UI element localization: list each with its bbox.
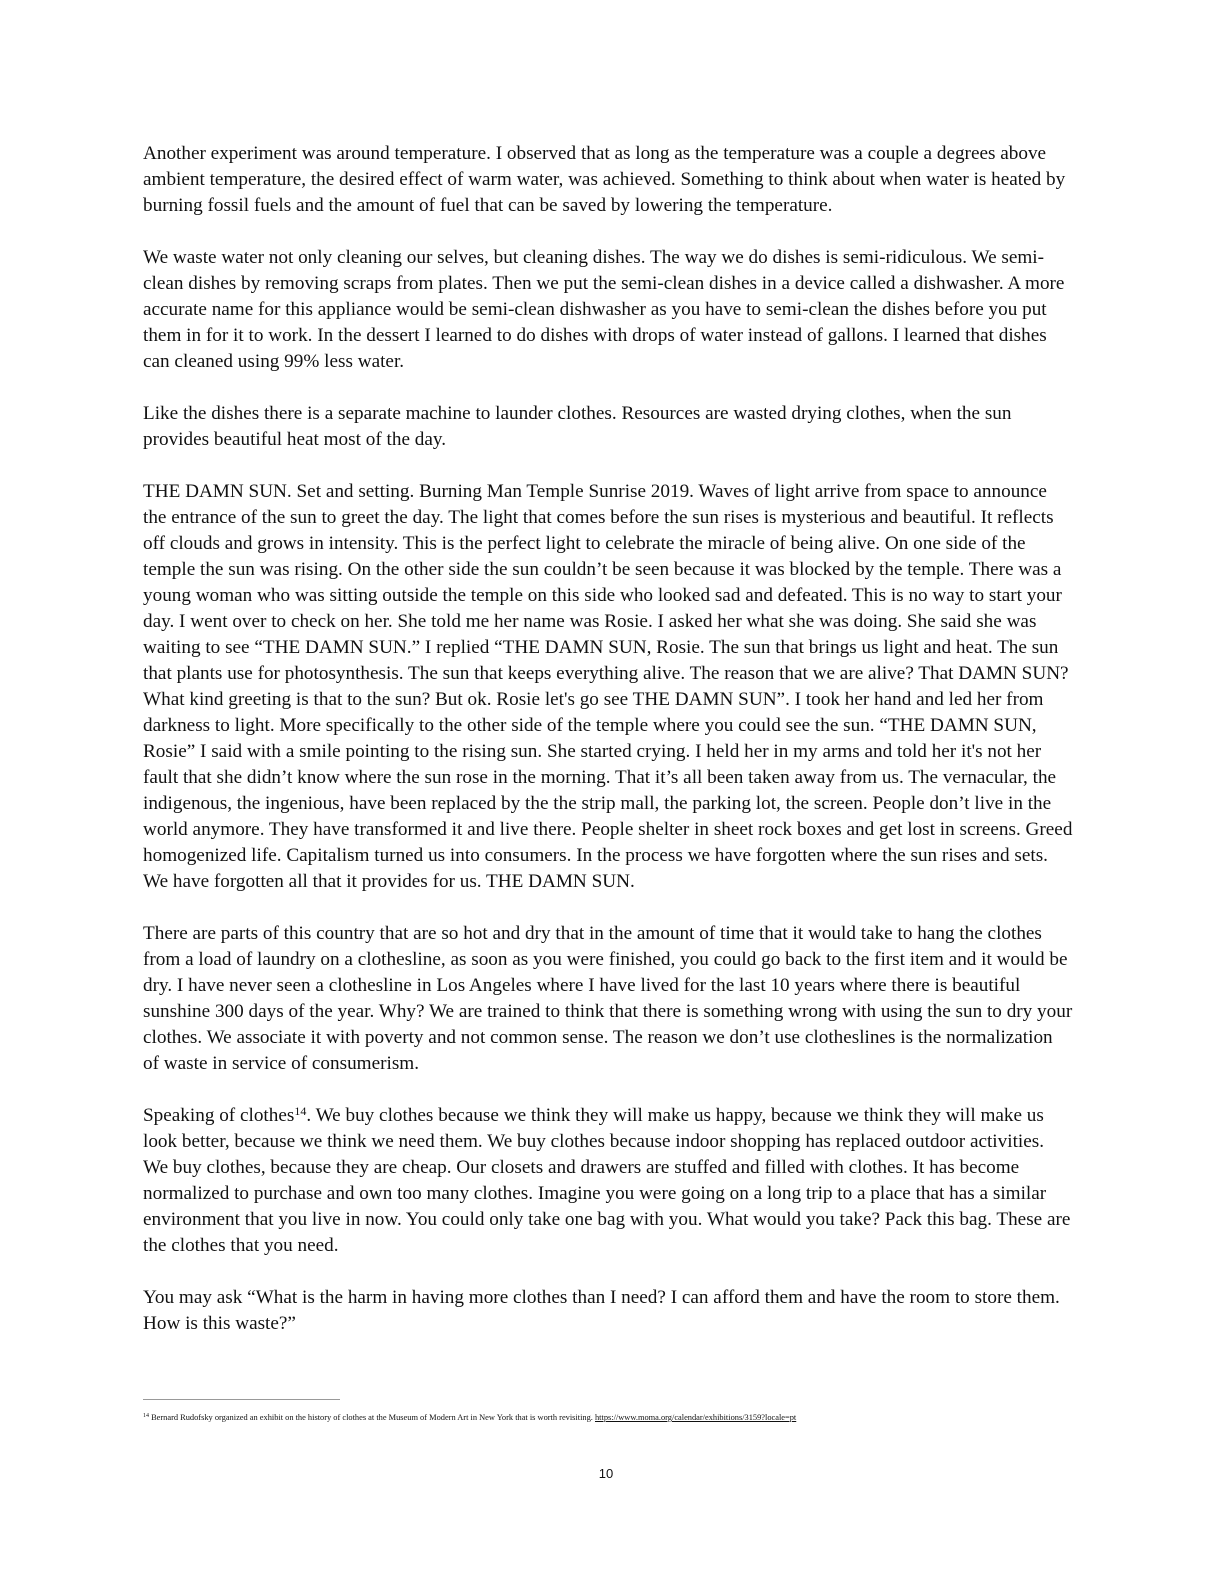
paragraph-damn-sun: THE DAMN SUN. Set and setting. Burning Man Temple Sunrise 2019. Waves of light arrive from space to announce the entrance of the sun to greet the day. The light that comes before the sun rises is mysterious and beautiful. It reflects off clouds and grows in intensity. This is the perfect light to celebrate the miracle of being alive. On one side of the temple the sun was rising. On the other side the sun couldn’t be seen because it was blocked by the temple. There was a young woman who was sitting outside the temple on this side who looked sad and defeated. This is no way to start your day. I went over to check on her. She told me her name was Rosie. I asked her what she was doing. She said she was waiting to see “THE DAMN SUN.” I replied “THE DAMN SUN, Rosie. The sun that brings us light and heat. The sun that plants use for photosynthesis. The sun that keeps everything alive. The reason that we are alive? That DAMN SUN? What kind greeting is that to the sun? But ok. Rosie let's go see THE DAMN SUN”. I took her hand and led her from darkness to light. More specifically to the other side of the temple where you could see the sun. “THE DAMN SUN, Rosie” I said with a smile pointing to the rising sun. She started crying. I held her in my arms and told her it's not her fault that she didn’t know where the sun rose in the morning. That it’s all been taken away from us. The vernacular, the indigenous, the ingenious, have been replaced by the the strip mall, the parking lot, the screen. People don’t live in the world anymore. They have transformed it and live there. People shelter in sheet rock boxes and get lost in screens. Greed homogenized life. Capitalism turned us into consumers. In the process we have forgotten where the sun rises and sets. We have forgotten all that it provides for us. THE DAMN SUN. [143, 481, 1073, 892]
paragraph-laundry: Like the dishes there is a separate machine to launder clothes. Resources are wasted drying clothes, when the sun provides beautiful heat most of the day. [143, 403, 1012, 450]
footnote-number: 14 [143, 1413, 149, 1419]
paragraph-harm-question: You may ask “What is the harm in having more clothes than I need? I can afford them and have the room to store them. How is this waste?” [143, 1287, 1060, 1334]
footnote-divider [143, 1399, 340, 1400]
paragraph-dishes: We waste water not only cleaning our selves, but cleaning dishes. The way we do dishes is semi-ridiculous. We semi-clean dishes by removing scraps from plates. Then we put the semi-clean dishes in a device called a dishwasher. A more accurate name for this appliance would be semi-clean dishwasher as you have to semi-clean the dishes before you put them in for it to work. In the dessert I learned to do dishes with drops of water instead of gallons. I learned that dishes can cleaned using 99% less water. [143, 247, 1065, 372]
paragraph-temperature: Another experiment was around temperature. I observed that as long as the temperature was a couple a degrees above ambient temperature, the desired effect of warm water, was achieved. Something to think about when water is heated by burning fossil fuels and the amount of fuel that can be saved by lowering the temperature. [143, 143, 1066, 216]
paragraph-clothes-lead: Speaking of clothes [143, 1105, 295, 1126]
footnote-text: Bernard Rudofsky organized an exhibit on the history of clothes at the Museum of Modern Art in New York that is worth revisiting. [149, 1413, 595, 1422]
footnote-reference[interactable]: 14 [294, 1104, 307, 1118]
paragraph-clothesline: There are parts of this country that are so hot and dry that in the amount of time that it would take to hang the clothes from a load of laundry on a clothesline, as soon as you were finished, you could go back to the first item and it would be dry. I have never seen a clothesline in Los Angeles where I have lived for the last 10 years where there is beautiful sunshine 300 days of the year. Why? We are trained to think that there is something wrong with using the sun to dry your clothes. We associate it with poverty and not common sense. The reason we don’t use clotheslines is the normalization of waste in service of consumerism. [143, 923, 1073, 1074]
page-body [143, 141, 1073, 1337]
footnote-link[interactable]: https://www.moma.org/calendar/exhibitions/3159?locale=pt [594, 1413, 797, 1422]
footnote [143, 1412, 1083, 1424]
paragraph-clothes-rest: . We buy clothes because we think they will make us happy, because we think they will make us look better, because we think we need them. We buy clothes because indoor shopping has replaced outdoor activities. We buy clothes, because they are cheap. Our closets and drawers are stuffed and filled with clothes. It has become normalized to purchase and own too many clothes. Imagine you were going on a long trip to a place that has a similar environment that you live in now. You could only take one bag with you. What would you take? Pack this bag. These are the clothes that you need. [143, 1105, 1071, 1256]
paragraph-clothes [143, 1103, 1073, 1259]
page-number: 10 [598, 1466, 614, 1481]
